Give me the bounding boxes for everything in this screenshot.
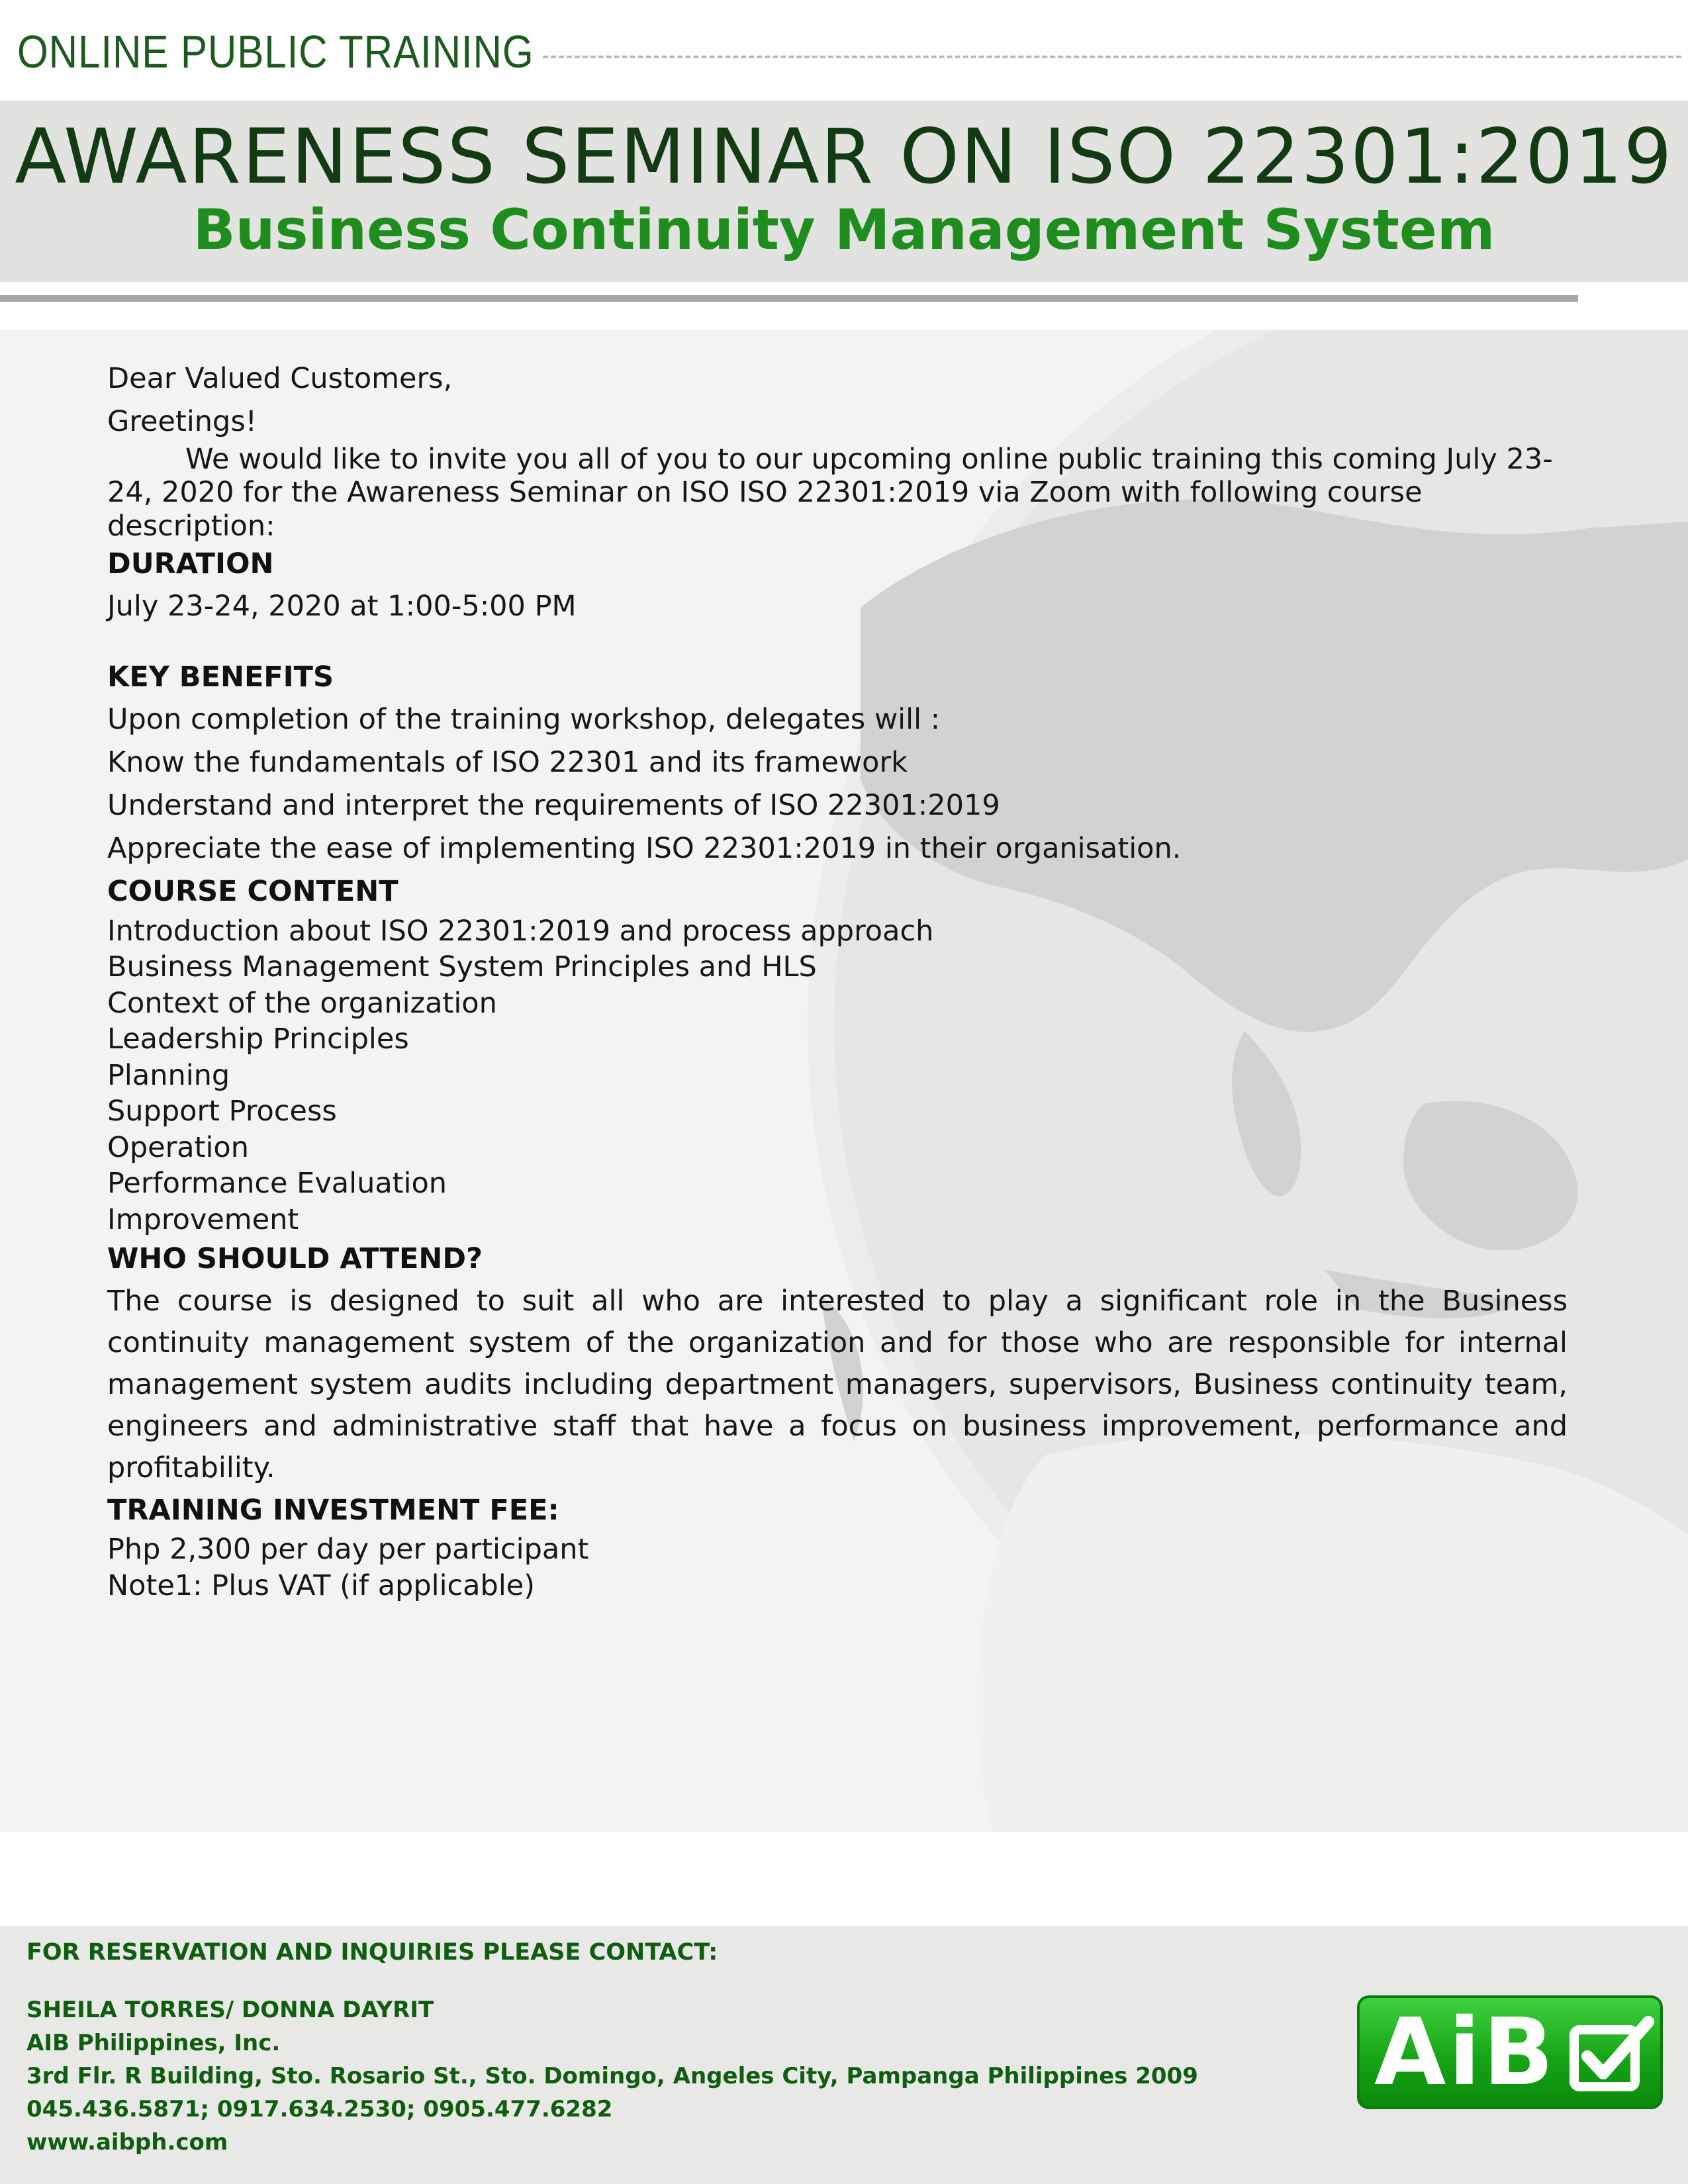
list-item: Appreciate the ease of implementing ISO 22301:2019 in their organisation. [107, 832, 1182, 866]
list-item: Context of the organization [107, 986, 497, 1020]
list-item: Operation [107, 1130, 249, 1164]
list-item: Business Management System Principles and HLS [107, 950, 817, 984]
dashed-divider [543, 56, 1681, 58]
list-item: Upon completion of the training workshop, delegates will : [107, 703, 941, 737]
course-content-heading: COURSE CONTENT [107, 875, 399, 909]
key-benefits-section [107, 656, 1568, 871]
list-item: Improvement [107, 1203, 299, 1236]
company-name: AIB Philippines, Inc. [26, 2030, 281, 2056]
duration-section [107, 543, 1568, 628]
aib-logo [1357, 1995, 1663, 2109]
list-item: Performance Evaluation [107, 1167, 447, 1201]
fee-price: Php 2,300 per day per participant [107, 1533, 589, 1567]
title-rule [0, 295, 1578, 302]
intro-paragraph: We would like to invite you all of you to our upcoming online public training this coming July 23-24, 2020 for the Awareness Seminar on ISO ISO 22301:2019 via Zoom with following course description: [107, 443, 1553, 543]
list-item: Planning [107, 1058, 230, 1092]
list-item: Leadership Principles [107, 1023, 409, 1056]
contact-names: SHEILA TORRES/ DONNA DAYRIT [26, 1997, 434, 2023]
course-content-list [107, 913, 1568, 1238]
key-benefits-heading: KEY BENEFITS [107, 660, 334, 694]
top-label: ONLINE PUBLIC TRAINING [17, 26, 534, 77]
duration-text: July 23-24, 2020 at 1:00-5:00 PM [107, 590, 577, 623]
salutation: Dear Valued Customers, [107, 362, 453, 395]
phone-numbers: 045.436.5871; 0917.634.2530; 0905.477.6282 [26, 2096, 613, 2122]
duration-heading: DURATION [107, 547, 274, 580]
fee-details [107, 1531, 1568, 1604]
website-link[interactable]: www.aibph.com [26, 2129, 228, 2156]
who-should-attend-heading: WHO SHOULD ATTEND? [107, 1242, 483, 1276]
contact-block [26, 1939, 1198, 2159]
company-address: 3rd Flr. R Building, Sto. Rosario St., Sto. Domingo, Angeles City, Pampanga Philippines 2009 [26, 2063, 1198, 2089]
greeting: Greetings! [107, 404, 257, 438]
list-item: Understand and interpret the requirements of ISO 22301:2019 [107, 789, 1000, 823]
fee-heading: TRAINING INVESTMENT FEE: [107, 1493, 559, 1527]
contact-heading: FOR RESERVATION AND INQUIRIES PLEASE CONTACT: [26, 1939, 718, 1966]
who-should-attend-text: The course is designed to suit all who are interested to play a significant role in the Business continuity management system of the organization and for those who are responsible for internal management system audits including department managers, supervisors, Business continuity team, engineers and administrative staff that have a focus on business improvement, performance and profitability. [107, 1284, 1568, 1484]
page-title: AWARENESS SEMINAR ON ISO 22301:2019 [15, 113, 1673, 201]
list-item: Introduction about ISO 22301:2019 and process approach [107, 914, 934, 948]
letter-content [107, 357, 1568, 1604]
list-item: Know the fundamentals of ISO 22301 and its framework [107, 746, 908, 780]
logo-text: AiB [1374, 1999, 1557, 2107]
checkbox-check-icon [1569, 2015, 1655, 2095]
page-subtitle: Business Continuity Management System [193, 197, 1495, 262]
list-item: Support Process [107, 1095, 337, 1128]
fee-note: Note1: Plus VAT (if applicable) [107, 1569, 536, 1603]
